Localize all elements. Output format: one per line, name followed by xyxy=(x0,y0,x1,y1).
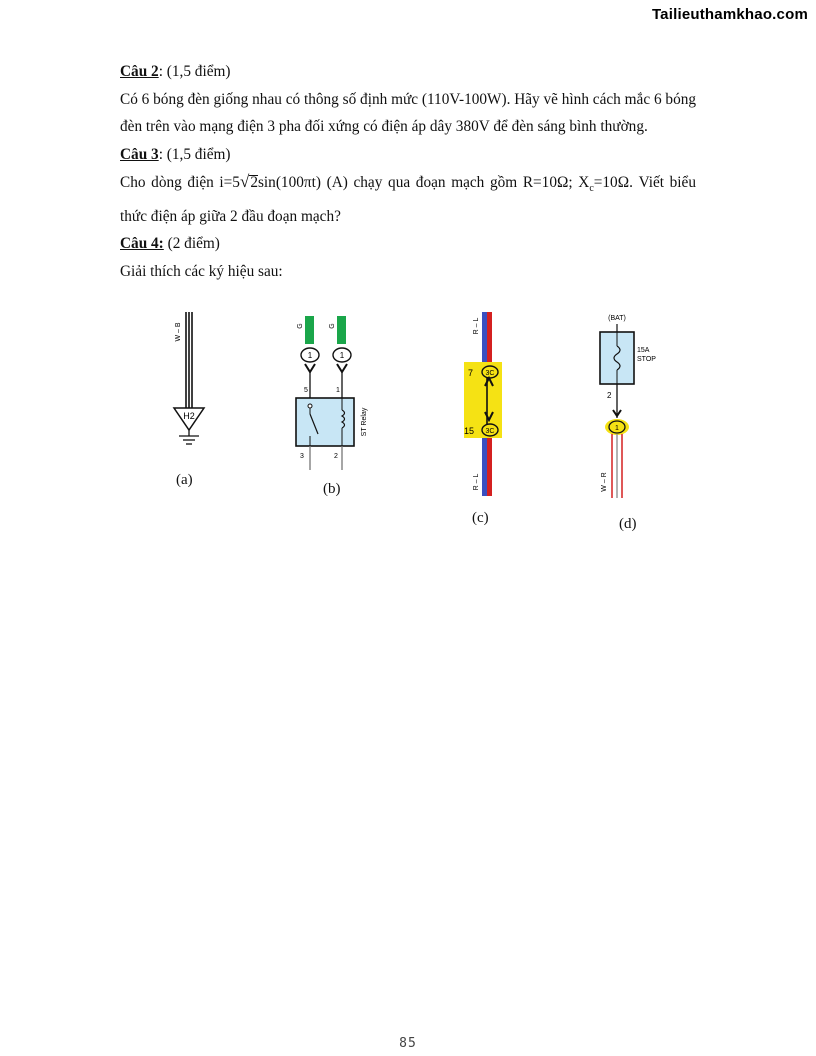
figure-c-conn-top: 3C xyxy=(485,370,495,377)
figure-b-pin-tr: 1 xyxy=(336,387,340,394)
figure-b-wire-left: G xyxy=(297,323,304,329)
figure-b-wire-right: G xyxy=(329,323,336,329)
question-3-text-post: =10Ω. Viết biểu thức điện áp giữa 2 đầu đoạn mạch? xyxy=(120,174,696,225)
figure-b-relay-symbol xyxy=(290,312,380,472)
question-4-label: Câu 4: xyxy=(120,235,164,253)
figure-c-wire-bottom: R – L xyxy=(473,473,480,491)
question-2-text: Có 6 bóng đèn giống nhau có thông số định mức (110V-100W). Hãy vẽ hình cách mắc 6 bóng đèn trên vào mạng điện 3 pha đối xứng có điện áp dây 380V để đèn sáng bình thường. xyxy=(120,90,697,135)
figure-c-pin-bottom: 15 xyxy=(464,426,475,436)
question-3-text-mid: sin(100πt) (A) chạy qua đoạn mạch gồm R=10Ω; X xyxy=(257,174,590,191)
question-2-heading xyxy=(120,58,696,86)
figure-c-conn-bottom: 3C xyxy=(485,428,495,435)
figure-d-wire: W – R xyxy=(601,472,608,492)
figure-d-source: (BAT) xyxy=(608,315,626,322)
figure-d-fuse-name: STOP xyxy=(637,356,656,363)
figure-c-connector-symbol xyxy=(462,310,512,500)
question-3-points: : (1,5 điểm) xyxy=(158,145,231,163)
question-2-points: : (1,5 điểm) xyxy=(158,63,231,80)
question-3-text-pre: Cho dòng điện i=5 xyxy=(120,174,240,191)
document-body xyxy=(120,58,696,285)
figure-a-ground-symbol xyxy=(160,308,220,458)
figure-a-wire-label: W – B xyxy=(175,322,182,342)
figure-d-fuse-symbol xyxy=(592,310,672,500)
question-3-label: Câu 3 xyxy=(120,145,159,163)
watermark: Tailieuthamkhao.com xyxy=(651,6,808,23)
question-2-label: Câu 2 xyxy=(120,63,159,80)
page-number: 85 xyxy=(399,1036,417,1051)
question-3-sqrt: 2 xyxy=(250,174,258,191)
figure-d-conn: 1 xyxy=(615,425,619,432)
figure-a-ground-label: H2 xyxy=(183,411,195,421)
figure-b-conn-left: 1 xyxy=(307,351,313,360)
figure-c-wire-top: R – L xyxy=(473,317,480,335)
question-4-text: Giải thích các ký hiệu sau: xyxy=(120,262,283,280)
question-4-points: (2 điểm) xyxy=(163,235,220,253)
figure-c-caption: (c) xyxy=(472,510,489,526)
question-4-heading xyxy=(120,230,696,258)
question-3-text: Cho dòng điện i=5√2sin(100πt) (A) chạy qua đoạn mạch gồm R=10Ω; $X_c=10\Omega$. Viết biểu thức điện áp giữa 2 đầu đoạn mạch? xyxy=(120,172,696,225)
figure-d-caption: (d) xyxy=(619,516,637,532)
figure-c-pin-top: 7 xyxy=(468,368,474,378)
figure-b-pin-tl: 5 xyxy=(304,387,308,394)
question-3-heading xyxy=(120,141,696,169)
figure-b-conn-right: 1 xyxy=(339,351,345,360)
figure-d-pin: 2 xyxy=(607,391,612,400)
figure-b-pin-br: 2 xyxy=(334,453,338,460)
figure-b-caption: (b) xyxy=(323,481,341,497)
figure-d-fuse-rating: 15A xyxy=(637,347,650,354)
figure-a-caption: (a) xyxy=(176,472,193,488)
figure-b-relay-label: ST Relay xyxy=(361,407,368,437)
question-3-sub: c xyxy=(589,183,594,195)
figure-b-pin-bl: 3 xyxy=(300,453,304,460)
